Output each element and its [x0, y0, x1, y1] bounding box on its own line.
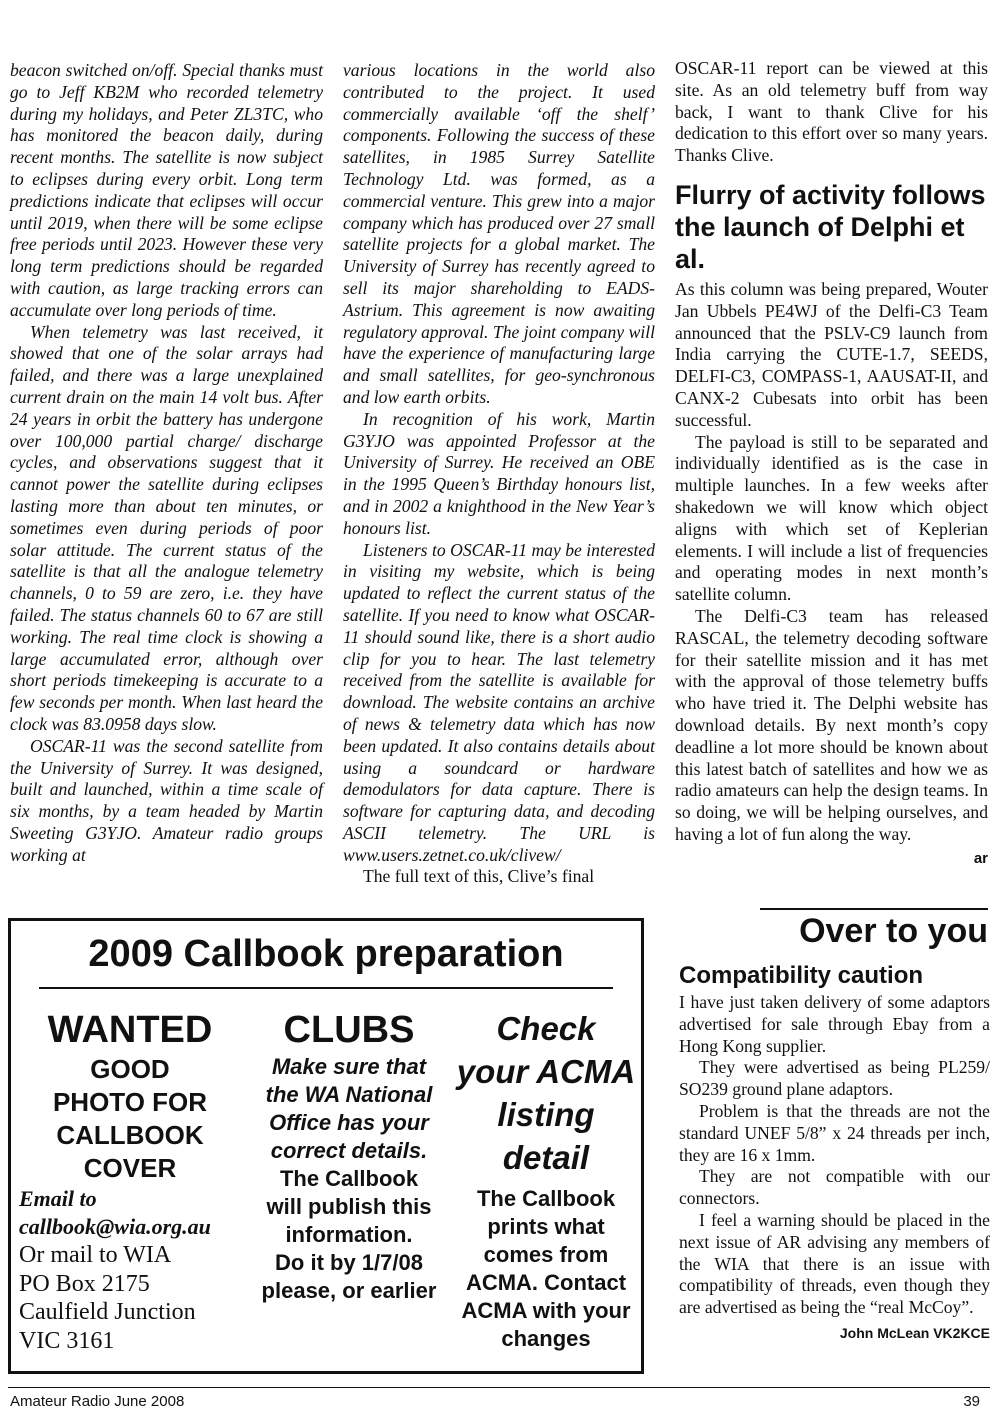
paragraph: Listeners to OSCAR-11 may be interested in visiting my website, which is being updated to reflect the current status of the satellite. If you need to know what OSCAR-11 should sound like, there is a short audio clip for you to hear. The last telemetry received from the satellite is available for download. The website contains an archive of news & telemetry data which has now been updated. It also contains details about using a soundcard or hardware demodulators for data capture. There is software for capturing data, and decoding ASCII telemetry. The URL is www.users.zetnet.co.uk/clivew/: [343, 539, 655, 865]
paragraph: beacon switched on/off. Special thanks must go to Jeff KB2M who recorded telemetry during my holidays, and Peter ZL3TC, who has monitored the beacon daily, during recent months. The satellite is now subject to eclipses during every orbit. Long term predictions indicate that eclipses will occur until 2019, when there will be some eclipse free periods until 2023. However these very long term predictions should be regarded with caution, as large tracking errors can accumulate over long periods of time.: [10, 60, 323, 320]
advert-line: Do it by 1/7/08: [275, 1250, 423, 1275]
paragraph: I feel a warning should be placed in the next issue of AR advising any members of the WIA that there is an issue with compatibility of threads, even though they are advertised as being the “real McCoy”.: [679, 1209, 990, 1318]
paragraph: They are not compatible with our connectors.: [679, 1166, 990, 1209]
article-column-2: [343, 60, 655, 888]
advert-line: ACMA. Contact: [465, 1270, 627, 1295]
paragraph: OSCAR-11 was the second satellite from the University of Surrey. It was designed, built and launched, within a time scale of six months, by a team headed by Martin Sweeting G3YJO. Amateur radio groups working at: [10, 735, 323, 865]
acma-heading: listing: [497, 1096, 595, 1133]
advert-line: Make sure that: [271, 1054, 427, 1079]
advert-title: 2009 Callbook preparation: [88, 933, 564, 975]
advert-line: CALLBOOK: [56, 1120, 204, 1150]
advert-column-wanted: [19, 1007, 249, 1355]
acma-heading: detail: [502, 1139, 590, 1176]
clubs-heading: CLUBS: [283, 1009, 415, 1051]
advert-line: Office has your: [269, 1110, 429, 1135]
advert-line: will publish this: [266, 1194, 432, 1219]
mail-line: Caulfield Junction: [19, 1299, 196, 1326]
paragraph: I have just taken delivery of some adaptors advertised for sale through Ebay from a Hong Kong supplier.: [679, 992, 990, 1056]
wanted-heading: WANTED: [47, 1009, 213, 1051]
acma-heading: your ACMA: [456, 1053, 636, 1090]
mail-line: PO Box 2175: [19, 1270, 150, 1297]
advert-line: information.: [285, 1222, 413, 1247]
advert-line: COVER: [83, 1153, 177, 1183]
advert-line: The Callbook: [279, 1166, 419, 1191]
email-label: Email to: [19, 1186, 97, 1211]
advert-line: The Callbook: [476, 1186, 616, 1211]
paragraph: The Delfi-C3 team has released RASCAL, the telemetry decoding software for their satellite mission and it has met with the approval of those telemetry buffs who have tried it. The Delphi website has download details. By next month’s copy deadline a lot more should be known about this latest batch of satellites and how we as radio amateurs can help the design teams. In so doing, we will be helping ourselves, and having a lot of fun along the way.: [675, 605, 988, 844]
advert-column-clubs: [249, 1007, 449, 1305]
paragraph: As this column was being prepared, Wouter Jan Ubbels PE4WJ of the Delfi-C3 Team announced that the PSLV-C9 launch from India carrying the CUTE-1.7, SEEDS, DELFI-C3, COMPASS-1, AAUSAT-II, and CANX-2 Cubesats into orbit has been successful.: [675, 278, 988, 430]
advert-line: please, or earlier: [261, 1278, 437, 1303]
advert-line: prints what: [487, 1214, 605, 1239]
callbook-advert: [8, 918, 644, 1374]
mail-line: Or mail to WIA: [19, 1242, 172, 1268]
paragraph: OSCAR-11 report can be viewed at this site. As an old telemetry buff from way back, I want to thank Clive for his dedication to this effort over so many years. Thanks Clive.: [675, 58, 988, 166]
letter-author: John McLean VK2KCE: [839, 1324, 990, 1341]
paragraph: When telemetry was last received, it showed that one of the solar arrays had failed, and there was a large unexplained current drain on the main 14 volt bus. After 24 years in orbit the battery has undergone over 100,000 partial charge/ discharge cycles, and observations suggest that it cannot power the satellite during eclipses lasting more than about ten minutes, or sometimes even during periods of poor solar attitude. The current status of the satellite is that all the analogue telemetry channels, 0 to 59 are zero, i.e. they have failed. The status channels 60 to 67 are still working. The real time clock is showing a large accumulated error, although over short periods timekeeping is accurate to a few seconds per month. When last heard the clock was 83.0958 days slow.: [10, 321, 323, 734]
advert-line: correct details.: [270, 1138, 428, 1163]
page-number: 39: [963, 1393, 980, 1410]
paragraph: Problem is that the threads are not the standard UNEF 5/8” x 24 threads per inch, they are 16 x 1mm.: [679, 1100, 990, 1165]
paragraph: various locations in the world also contributed to the project. It used commercially available ‘off the shelf’ components. Following the success of these satellites, in 1985 Surrey Satellite Technology Ltd. was formed, as a commercial venture. This grew into a major company which has produced over 27 small satellite projects for a global market. The University of Surrey has recently agreed to sell its major shareholding to EADS-Astrium. This agreement is now awaiting regulatory approval. The joint company will have the experience of manufacturing large and small satellites, for geo-synchronous and low earth orbits.: [343, 60, 655, 407]
advert-column-acma: [451, 1007, 641, 1353]
letter-column: [679, 962, 990, 1345]
paragraph: The full text of this, Clive’s final: [363, 866, 595, 887]
article-column-1: [10, 60, 323, 866]
advert-line: ACMA with your: [461, 1298, 631, 1323]
advert-line: the WA National: [265, 1082, 433, 1107]
mail-line: VIC 3161: [19, 1327, 115, 1354]
paragraph: The payload is still to be separated and individually identified as is the case in multiple launches. In a few weeks after shakedown we will know which object aligns with which set of Keplerian elements. I will include a list of frequencies and operating modes in next month’s satellite column.: [675, 431, 988, 605]
footer-rule: [8, 1387, 990, 1388]
advert-line: changes: [501, 1326, 591, 1351]
letter-title: Compatibility caution: [679, 962, 924, 989]
article-column-3: [675, 58, 988, 870]
footer-publication: Amateur Radio June 2008: [10, 1393, 185, 1410]
advert-line: comes from: [483, 1242, 609, 1267]
paragraph: They were advertised as being PL259/ SO239 ground plane adaptors.: [679, 1057, 990, 1100]
email-link[interactable]: callbook@wia.org.au: [19, 1214, 211, 1239]
article-signoff: ar: [973, 849, 988, 867]
section-heading: Flurry of activity follows the launch of Delphi et al.: [675, 179, 986, 274]
advert-line: PHOTO FOR: [52, 1087, 208, 1117]
paragraph: In recognition of his work, Martin G3YJO was appointed Professor at the University of Surrey. He received an OBE in the 1995 Queen’s Birthday honours list, and in 2002 a knighthood in the New Year’s honours list.: [343, 408, 655, 538]
acma-heading: Check: [496, 1010, 596, 1047]
section-title: Over to you: [799, 912, 988, 950]
advert-rule: [39, 987, 613, 989]
advert-line: GOOD: [90, 1054, 170, 1084]
